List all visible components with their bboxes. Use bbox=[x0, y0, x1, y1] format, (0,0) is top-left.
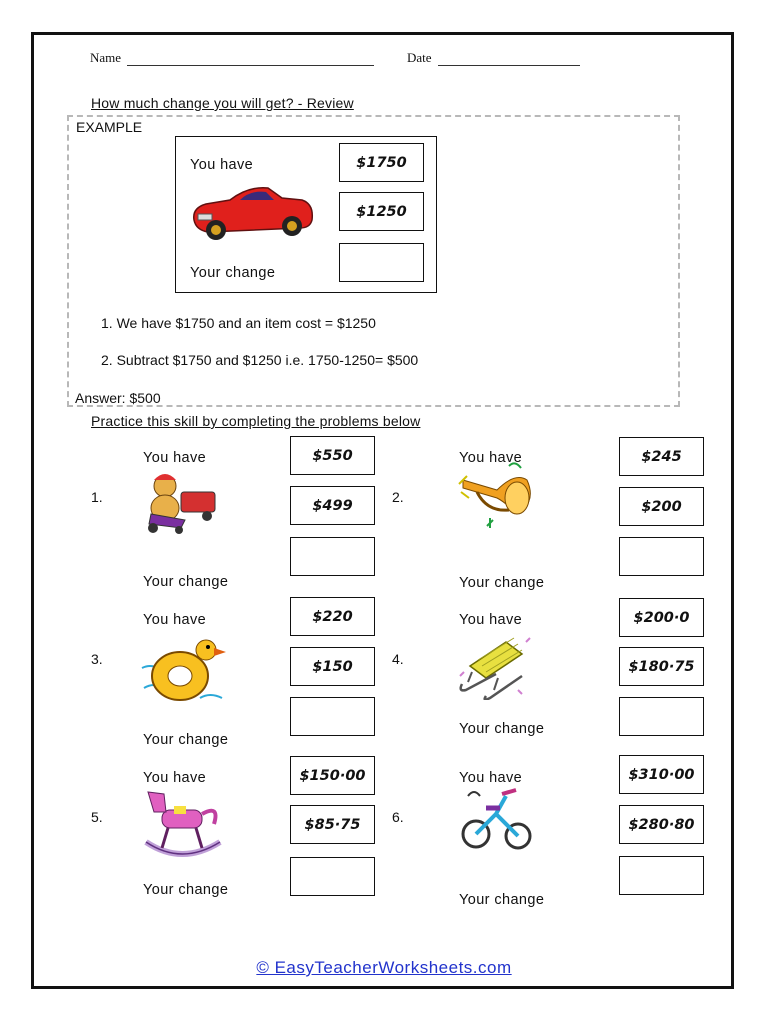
problem-1-change-box[interactable] bbox=[290, 537, 375, 576]
problem-3-you-have: You have bbox=[143, 612, 207, 628]
problem-5-cost-box: $85·75 bbox=[290, 805, 375, 844]
problem-2-have-box: $245 bbox=[619, 437, 704, 476]
problem-3-number: 3. bbox=[91, 651, 103, 667]
worksheet-title: How much change you will get? - Review bbox=[91, 95, 354, 111]
problem-1-you-have: You have bbox=[143, 450, 207, 466]
problem-2-cost-box: $200 bbox=[619, 487, 704, 526]
date-line bbox=[438, 65, 580, 66]
trumpet-picture bbox=[457, 462, 553, 534]
problem-3-cost-box: $150 bbox=[290, 647, 375, 686]
problem-4-change-box[interactable] bbox=[619, 697, 704, 736]
example-change-box[interactable] bbox=[339, 243, 424, 282]
problem-6-your-change: Your change bbox=[459, 892, 545, 908]
problem-5-change-box[interactable] bbox=[290, 857, 375, 896]
problem-2-number: 2. bbox=[392, 489, 404, 505]
problem-5-number: 5. bbox=[91, 809, 103, 825]
problem-3-have-box: $220 bbox=[290, 597, 375, 636]
practice-title: Practice this skill by completing the problems below bbox=[91, 413, 421, 429]
name-label: Name bbox=[90, 50, 122, 65]
problem-2-you-have: You have bbox=[459, 450, 523, 466]
problem-6-change-box[interactable] bbox=[619, 856, 704, 895]
problem-5-your-change: Your change bbox=[143, 882, 229, 898]
problem-2-your-change: Your change bbox=[459, 575, 545, 591]
teddy-bear-picture bbox=[141, 470, 219, 534]
problem-5-you-have: You have bbox=[143, 770, 207, 786]
footer-copyright-link[interactable]: © EasyTeacherWorksheets.com bbox=[256, 958, 512, 977]
problem-6-cost-box: $280·80 bbox=[619, 805, 704, 844]
date-field bbox=[407, 50, 580, 66]
problem-1-your-change: Your change bbox=[143, 574, 229, 590]
sled-picture bbox=[456, 632, 532, 700]
tricycle-picture bbox=[460, 786, 534, 852]
problem-5-have-box: $150·00 bbox=[290, 756, 375, 795]
example-you-have-label: You have bbox=[190, 157, 254, 173]
problem-4-have-box: $200·0 bbox=[619, 598, 704, 637]
problem-4-your-change: Your change bbox=[459, 721, 545, 737]
problem-6-number: 6. bbox=[392, 809, 404, 825]
rocking-horse-picture bbox=[140, 784, 224, 864]
problem-6-you-have: You have bbox=[459, 770, 523, 786]
problem-6-have-box: $310·00 bbox=[619, 755, 704, 794]
problem-4-number: 4. bbox=[392, 651, 404, 667]
example-label: EXAMPLE bbox=[76, 119, 143, 135]
problem-4-cost-box: $180·75 bbox=[619, 647, 704, 686]
example-step-2: 2. Subtract $1750 and $1250 i.e. 1750-1250= $500 bbox=[101, 352, 419, 368]
problem-4-you-have: You have bbox=[459, 612, 523, 628]
example-answer: Answer: $500 bbox=[75, 390, 161, 406]
problem-3-change-box[interactable] bbox=[290, 697, 375, 736]
problem-1-cost-box: $499 bbox=[290, 486, 375, 525]
example-cost-box: $1250 bbox=[339, 192, 424, 231]
problem-2-change-box[interactable] bbox=[619, 537, 704, 576]
example-step-1: 1. We have $1750 and an item cost = $1250 bbox=[101, 315, 376, 331]
problem-1-number: 1. bbox=[91, 489, 103, 505]
example-have-box: $1750 bbox=[339, 143, 424, 182]
example-your-change-label: Your change bbox=[190, 265, 276, 281]
problem-1-have-box: $550 bbox=[290, 436, 375, 475]
problem-3-your-change: Your change bbox=[143, 732, 229, 748]
duck-swim-ring-picture bbox=[140, 628, 228, 710]
name-line bbox=[127, 65, 374, 66]
name-field bbox=[90, 50, 374, 66]
car-picture bbox=[190, 180, 316, 246]
date-label: Date bbox=[407, 50, 432, 65]
